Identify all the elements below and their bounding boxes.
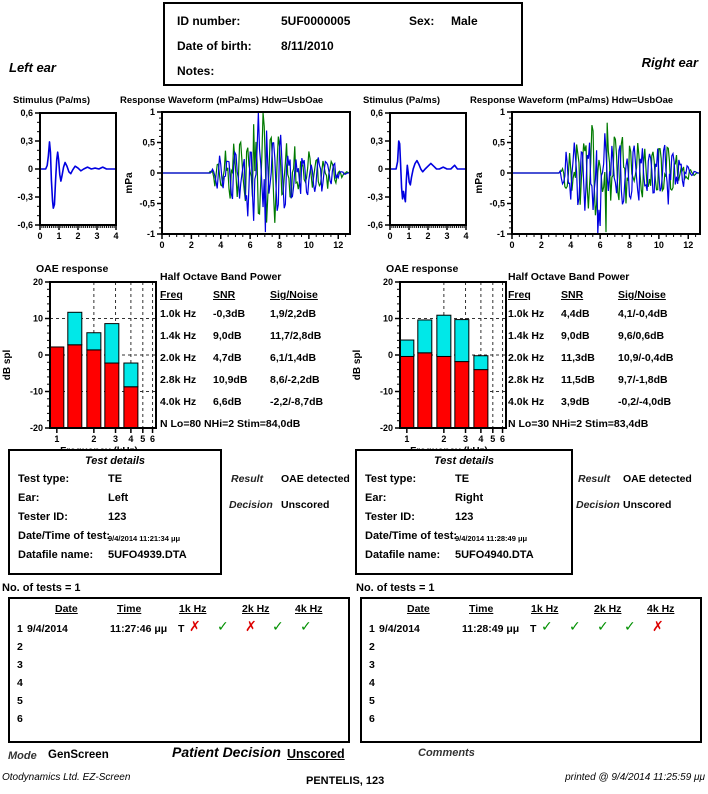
svg-text:2: 2 — [441, 434, 447, 444]
svg-text:10: 10 — [32, 313, 43, 324]
svg-text:0,6: 0,6 — [20, 108, 33, 118]
test-details-row — [357, 492, 571, 511]
band-power-cell: -0,2/-4,0dB — [618, 396, 672, 408]
svg-text:-10: -10 — [29, 386, 43, 397]
right-band-power-table — [508, 271, 696, 430]
svg-text:5: 5 — [140, 434, 146, 444]
test-details-value: Left — [108, 492, 129, 504]
svg-text:10: 10 — [653, 240, 664, 250]
svg-text:1: 1 — [56, 231, 62, 241]
tests-row-number: 3 — [17, 659, 23, 671]
tests-row-number: 5 — [17, 695, 23, 707]
left-oae-title: OAE response — [36, 263, 109, 275]
band-power-row — [508, 352, 696, 374]
test-details-value: 5UFO4940.DTA — [455, 549, 534, 561]
band-power-cell: 6,1/1,4dB — [270, 352, 317, 364]
test-details-row — [10, 492, 220, 511]
tests-header: Time — [117, 603, 142, 615]
tests-row-number: 2 — [369, 641, 375, 653]
right-response-title: Response Waveform (mPa/ms) Hdw=UsbOae — [470, 95, 674, 106]
tests-row-number: 1 — [369, 623, 375, 635]
band-power-cell: 10,9/-0,4dB — [618, 352, 674, 364]
mode-label: Mode — [8, 750, 37, 762]
band-power-cell: -2,2/-8,7dB — [270, 396, 324, 408]
tests-row-number: 3 — [369, 659, 375, 671]
band-power-cell: 1,9/2,2dB — [270, 308, 317, 320]
left-decision-label: Decision — [229, 499, 273, 511]
band-power-row — [160, 330, 348, 352]
test-details-value: 9/4/2014 11:21:34 μμ — [108, 534, 181, 543]
tests-header: 1k Hz — [179, 603, 207, 615]
svg-text:0,5: 0,5 — [142, 137, 155, 148]
svg-text:1: 1 — [404, 434, 410, 444]
left-stimulus-title: Stimulus (Pa/ms) — [13, 95, 91, 106]
test-details-label: Date/Time of test: — [365, 530, 458, 542]
band-power-footer: N Lo=30 NHi=2 Stim=83,4dB — [508, 418, 649, 430]
svg-text:-20: -20 — [29, 423, 43, 433]
test-details-label: Ear: — [18, 492, 40, 504]
svg-text:20: 20 — [382, 277, 393, 287]
svg-text:0: 0 — [499, 168, 505, 178]
test-details-row — [10, 530, 220, 549]
band-power-cell: 6,6dB — [213, 396, 242, 408]
test-details-row — [357, 473, 571, 492]
svg-text:20: 20 — [32, 277, 43, 287]
band-power-cell: 4,7dB — [213, 352, 242, 364]
left-response-chart — [118, 103, 356, 251]
left-tests-count: No. of tests = 1 — [2, 582, 81, 594]
right-decision-value: Unscored — [623, 499, 672, 511]
svg-text:-20: -20 — [379, 423, 393, 433]
test-details-value: 5UFO4939.DTA — [108, 549, 187, 561]
test-details-label: Test type: — [365, 473, 417, 485]
test-details-title: Test details — [84, 455, 146, 467]
fail-cross-icon: ✗ — [245, 619, 257, 635]
band-power-header: SNR — [213, 289, 236, 301]
svg-text:0,5: 0,5 — [492, 137, 505, 148]
svg-text:2: 2 — [425, 231, 431, 241]
band-power-row — [508, 374, 696, 396]
right-result-value: OAE detected — [623, 473, 692, 485]
band-power-cell: 4,4dB — [561, 308, 590, 320]
band-power-cell: 2.0k Hz — [508, 352, 545, 364]
svg-text:0,6: 0,6 — [370, 108, 383, 118]
test-details-value: 123 — [455, 511, 474, 523]
header-row-notes — [165, 58, 521, 83]
band-power-cell: 11,5dB — [561, 374, 595, 386]
svg-text:0: 0 — [387, 231, 393, 241]
band-power-cell: 10,9dB — [213, 374, 248, 386]
svg-text:0: 0 — [37, 231, 43, 241]
tests-header: 2k Hz — [594, 603, 622, 615]
band-power-cell: 4.0k Hz — [508, 396, 545, 408]
svg-text:6: 6 — [247, 240, 253, 250]
band-power-cell: 1.0k Hz — [160, 308, 197, 320]
svg-text:6: 6 — [597, 240, 603, 250]
svg-text:4: 4 — [113, 231, 119, 241]
test-details-label: Datafile name: — [18, 549, 94, 561]
tests-header: Time — [469, 603, 494, 615]
tests-header: 4k Hz — [647, 603, 675, 615]
band-power-cell: 1.0k Hz — [508, 308, 545, 320]
pass-check-icon: ✓ — [272, 619, 284, 635]
band-power-row — [508, 330, 696, 352]
dob-value: 8/11/2010 — [281, 38, 334, 53]
tests-type-prefix: T — [530, 623, 537, 635]
fail-cross-icon: ✗ — [189, 619, 201, 635]
svg-text:0: 0 — [509, 240, 515, 250]
pass-check-icon: ✓ — [300, 619, 312, 635]
svg-text:0: 0 — [37, 350, 43, 360]
test-details-title: Test details — [433, 455, 495, 467]
svg-text:-1: -1 — [496, 229, 505, 239]
svg-text:4: 4 — [568, 240, 574, 250]
header-row-id — [165, 8, 521, 33]
svg-text:0: 0 — [159, 240, 165, 250]
right-oae-chart — [350, 272, 512, 454]
svg-text:1: 1 — [149, 107, 155, 117]
mode-value: GenScreen — [48, 749, 109, 761]
band-power-cell: 4.0k Hz — [160, 396, 197, 408]
svg-text:-0,5: -0,5 — [489, 198, 505, 209]
patient-header-box — [163, 2, 523, 86]
band-power-row — [160, 352, 348, 374]
header-row-dob — [165, 33, 521, 58]
svg-text:2: 2 — [75, 231, 81, 241]
patient-decision-value: Unscored — [287, 747, 345, 761]
svg-text:8: 8 — [626, 240, 633, 250]
left-band-power-table — [160, 271, 348, 430]
svg-text:4: 4 — [463, 231, 469, 241]
tests-row-number: 6 — [17, 713, 23, 725]
svg-text:2: 2 — [538, 240, 544, 250]
svg-text:12: 12 — [333, 240, 344, 250]
svg-text:mPa: mPa — [124, 172, 135, 194]
band-power-header: SNR — [561, 289, 584, 301]
tests-row-number: 4 — [17, 677, 23, 689]
band-power-row — [508, 396, 696, 418]
svg-text:2: 2 — [91, 434, 97, 444]
svg-text:dB spl: dB spl — [352, 349, 363, 381]
patient-decision-label: Patient Decision — [172, 744, 281, 760]
test-details-row — [357, 530, 571, 549]
tests-date: 9/4/2014 — [379, 623, 420, 635]
tests-row-number: 2 — [17, 641, 23, 653]
test-details-label: Ear: — [365, 492, 387, 504]
notes-label: Notes: — [177, 63, 215, 78]
id-number-value: 5UF0000005 — [281, 13, 351, 28]
svg-text:1: 1 — [54, 434, 60, 444]
svg-text:4: 4 — [128, 434, 134, 444]
svg-text:4: 4 — [478, 434, 484, 444]
svg-text:3: 3 — [463, 434, 469, 444]
svg-text:0: 0 — [149, 168, 155, 178]
test-details-label: Date/Time of test: — [18, 530, 111, 542]
band-power-title: Half Octave Band Power — [160, 271, 282, 283]
test-details-value: Right — [455, 492, 484, 504]
tests-type-prefix: T — [178, 623, 185, 635]
band-power-cell: 1.4k Hz — [160, 330, 197, 342]
test-details-label: Test type: — [18, 473, 70, 485]
tests-time: 11:28:49 μμ — [462, 623, 520, 635]
band-power-row — [160, 374, 348, 396]
test-details-label: Tester ID: — [18, 511, 68, 523]
test-details-label: Datafile name: — [365, 549, 441, 561]
left-response-title: Response Waveform (mPa/ms) Hdw=UsbOae — [120, 95, 324, 106]
test-details-row — [10, 511, 220, 530]
pass-check-icon: ✓ — [217, 619, 229, 635]
band-power-cell: 11,3dB — [561, 352, 595, 364]
left-oae-chart — [0, 272, 162, 454]
band-power-cell: 2.8k Hz — [508, 374, 545, 386]
band-power-cell: 9,0dB — [561, 330, 590, 342]
band-power-header-row — [160, 289, 348, 308]
test-details-row — [357, 549, 571, 568]
printed-timestamp: printed @ 9/4/2014 11:25:59 μμ — [565, 772, 705, 783]
left-ear-label: Left ear — [9, 60, 56, 75]
right-result-label: Result — [578, 473, 611, 485]
svg-text:1: 1 — [406, 231, 412, 241]
svg-text:4: 4 — [218, 240, 224, 250]
comments-label: Comments — [418, 747, 475, 759]
svg-text:3: 3 — [113, 434, 119, 444]
svg-text:8: 8 — [276, 240, 283, 250]
svg-text:-10: -10 — [379, 386, 393, 397]
right-oae-title: OAE response — [386, 263, 459, 275]
test-details-row — [10, 549, 220, 568]
svg-text:-0,5: -0,5 — [139, 198, 155, 209]
test-details-value: 9/4/2014 11:28:49 μμ — [455, 534, 528, 543]
band-power-cell: 8,6/-2,2dB — [270, 374, 320, 386]
tests-header: 2k Hz — [242, 603, 270, 615]
right-stimulus-chart — [354, 103, 468, 251]
band-power-header-row — [508, 289, 696, 308]
left-stimulus-chart — [4, 103, 118, 251]
band-power-cell: 1.4k Hz — [508, 330, 545, 342]
svg-text:dB spl: dB spl — [2, 349, 13, 381]
band-power-cell: 9,0dB — [213, 330, 242, 342]
band-power-row — [160, 308, 348, 330]
test-details-row — [10, 473, 220, 492]
svg-text:1: 1 — [499, 107, 505, 117]
svg-text:10: 10 — [303, 240, 314, 250]
band-power-cell: -0,3dB — [213, 308, 246, 320]
band-power-cell: 9,6/0,6dB — [618, 330, 665, 342]
right-decision-label: Decision — [576, 499, 620, 511]
left-result-value: OAE detected — [281, 473, 350, 485]
right-response-chart — [468, 103, 706, 251]
tests-row-number: 4 — [369, 677, 375, 689]
right-tests-table — [360, 597, 702, 743]
test-details-value: TE — [108, 473, 123, 485]
band-power-header: Sig/Noise — [618, 289, 666, 301]
svg-text:0: 0 — [27, 164, 33, 174]
tests-row-number: 6 — [369, 713, 375, 725]
patient-name-footer: PENTELIS, 123 — [306, 775, 385, 787]
tests-header: Date — [407, 603, 430, 615]
band-power-cell: 9,7/-1,8dB — [618, 374, 668, 386]
test-details-row — [357, 511, 571, 530]
right-tests-count: No. of tests = 1 — [356, 582, 435, 594]
svg-text:3: 3 — [94, 231, 100, 241]
svg-text:12: 12 — [683, 240, 694, 250]
pass-check-icon: ✓ — [541, 619, 553, 635]
svg-text:mPa: mPa — [474, 172, 485, 194]
tests-date: 9/4/2014 — [27, 623, 68, 635]
tests-row-number: 1 — [17, 623, 23, 635]
svg-text:6: 6 — [150, 434, 156, 444]
svg-text:6: 6 — [500, 434, 506, 444]
sex-value: Male — [451, 13, 478, 28]
svg-text:2: 2 — [188, 240, 194, 250]
test-details-value: 123 — [108, 511, 127, 523]
svg-text:-0,3: -0,3 — [17, 192, 33, 202]
band-power-cell: 3,9dB — [561, 396, 590, 408]
right-ear-label: Right ear — [641, 55, 698, 70]
dob-label: Date of birth: — [177, 38, 252, 53]
left-decision-value: Unscored — [281, 499, 330, 511]
svg-text:0,3: 0,3 — [370, 136, 383, 146]
band-power-cell: 2.0k Hz — [160, 352, 197, 364]
pass-check-icon: ✓ — [569, 619, 581, 635]
sex-label: Sex: — [409, 13, 435, 28]
band-power-header: Freq — [160, 289, 183, 301]
svg-text:10: 10 — [382, 313, 393, 324]
tests-row-number: 5 — [369, 695, 375, 707]
svg-text:-0,3: -0,3 — [367, 192, 383, 202]
band-power-cell: 11,7/2,8dB — [270, 330, 322, 342]
tests-header: 1k Hz — [531, 603, 559, 615]
company-footer: Otodynamics Ltd. EZ-Screen — [2, 772, 131, 783]
left-result-label: Result — [231, 473, 264, 485]
test-details-value: TE — [455, 473, 470, 485]
svg-text:0: 0 — [377, 164, 383, 174]
tests-header: 4k Hz — [295, 603, 323, 615]
tests-header: Date — [55, 603, 78, 615]
band-power-header: Sig/Noise — [270, 289, 318, 301]
svg-text:5: 5 — [490, 434, 496, 444]
svg-text:-0,6: -0,6 — [17, 220, 33, 230]
band-power-title: Half Octave Band Power — [508, 271, 630, 283]
band-power-row — [508, 308, 696, 330]
svg-text:-0,6: -0,6 — [367, 220, 383, 230]
id-number-label: ID number: — [177, 13, 241, 28]
band-power-footer: N Lo=80 NHi=2 Stim=84,0dB — [160, 418, 301, 430]
fail-cross-icon: ✗ — [652, 619, 664, 635]
left-tests-table — [8, 597, 350, 743]
svg-text:0,3: 0,3 — [20, 136, 33, 146]
left-test-details-box — [8, 449, 222, 575]
tests-time: 11:27:46 μμ — [110, 623, 168, 635]
right-stimulus-title: Stimulus (Pa/ms) — [363, 95, 441, 106]
band-power-row — [160, 396, 348, 418]
right-test-details-box — [355, 449, 573, 575]
band-power-cell: 2.8k Hz — [160, 374, 197, 386]
band-power-cell: 4,1/-0,4dB — [618, 308, 668, 320]
pass-check-icon: ✓ — [624, 619, 636, 635]
svg-text:0: 0 — [387, 350, 393, 360]
band-power-header: Freq — [508, 289, 531, 301]
test-details-label: Tester ID: — [365, 511, 415, 523]
svg-text:-1: -1 — [146, 229, 155, 239]
pass-check-icon: ✓ — [597, 619, 609, 635]
svg-text:3: 3 — [444, 231, 450, 241]
